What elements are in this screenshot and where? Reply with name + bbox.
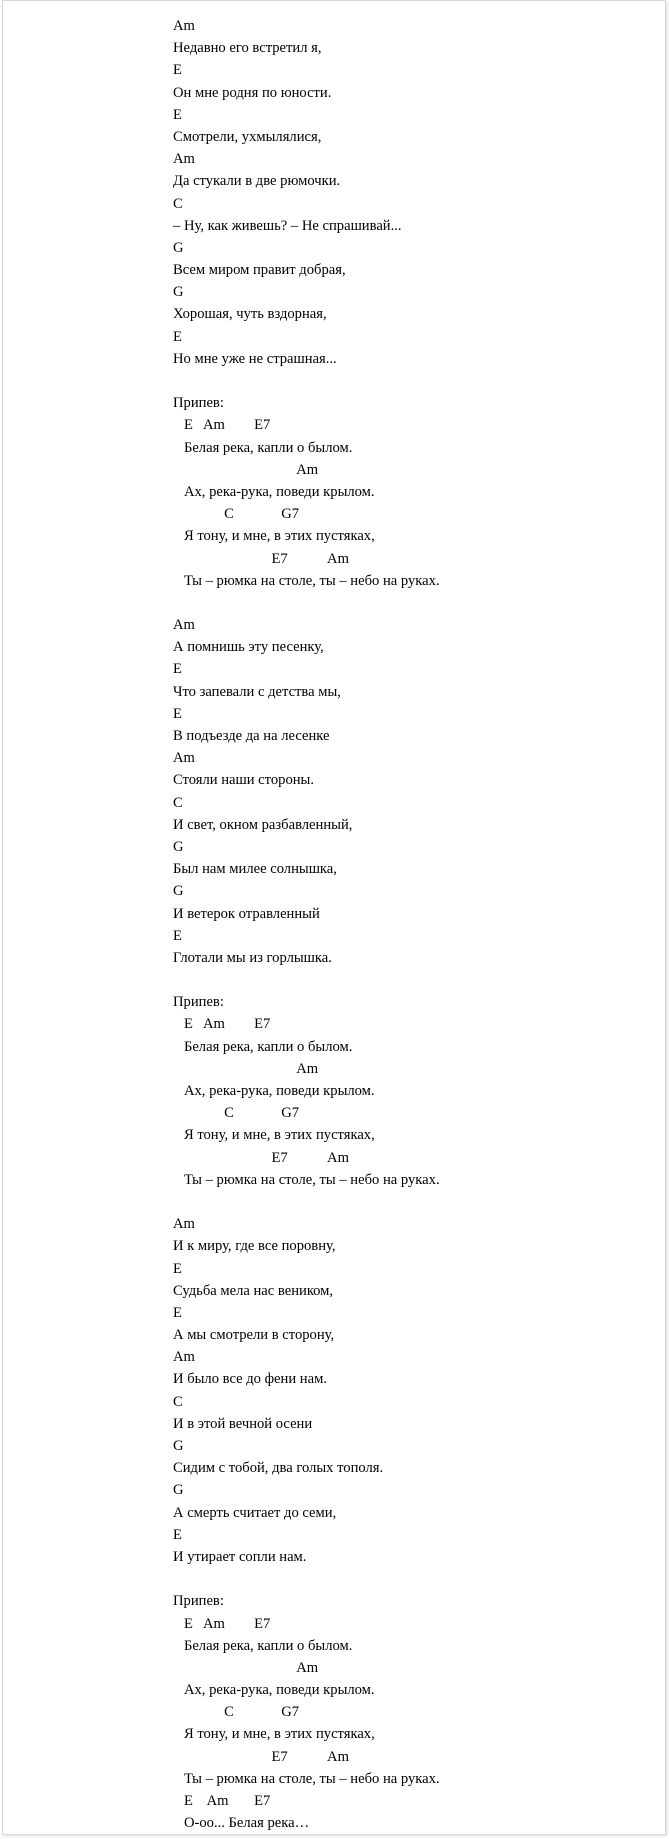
lyric-line: Но мне уже не страшная... — [173, 350, 337, 367]
chord-line: C — [173, 794, 183, 811]
chorus-label: Припев: — [173, 994, 224, 1011]
lyric-line: И к миру, где все поровну, — [173, 1238, 336, 1255]
lyric-line: Ты – рюмка на столе, ты – небо на руках. — [173, 572, 440, 589]
chord-line: G — [173, 239, 184, 256]
lyric-line: Белая река, капли о былом. — [173, 1637, 353, 1654]
lyric-line: О-оо... Белая река… — [173, 1815, 310, 1832]
lyric-line: Стояли наши стороны. — [173, 772, 314, 789]
lyric-line: И утирает сопли нам. — [173, 1548, 307, 1565]
lyric-line: Ты – рюмка на столе, ты – небо на руках. — [173, 1770, 440, 1787]
lyric-line: Хорошая, чуть вздорная, — [173, 306, 327, 323]
chord-line: E — [173, 1526, 182, 1543]
chord-line: E7 Am — [173, 550, 349, 567]
chord-line: Am — [173, 1060, 319, 1077]
chord-line: C — [173, 195, 183, 212]
blank-line — [173, 1191, 440, 1213]
chord-line: Am — [173, 18, 195, 34]
chord-line: Am — [173, 750, 195, 767]
blank-line — [173, 969, 440, 991]
lyric-line: Я тону, и мне, в этих пустяках, — [173, 1726, 375, 1743]
lyric-line: Глотали мы из горлышка. — [173, 949, 332, 966]
chord-line: E7 Am — [173, 1149, 349, 1166]
lyric-line: А мы смотрели в сторону, — [173, 1327, 335, 1344]
lyric-line: И свет, окном разбавленный, — [173, 816, 353, 833]
lyric-line: Ах, река-рука, поведи крылом. — [173, 1682, 375, 1699]
lyric-line: Я тону, и мне, в этих пустяках, — [173, 528, 375, 545]
lyric-line: И в этой вечной осени — [173, 1415, 313, 1432]
chord-line: E Am E7 — [173, 1016, 271, 1033]
lyric-line: – Ну, как живешь? – Не спрашивай... — [173, 217, 402, 234]
chord-line: C G7 — [173, 1704, 300, 1721]
chord-line: G — [173, 1438, 184, 1454]
chord-line: Am — [173, 1659, 319, 1676]
lyric-line: Сидим с тобой, два голых тополя. — [173, 1460, 384, 1477]
chord-line: Am — [173, 1216, 195, 1233]
lyric-line: Что запевали с детства мы, — [173, 683, 341, 700]
lyric-line: Ах, река-рука, поведи крылом. — [173, 483, 375, 500]
chord-line: E Am E7 — [173, 417, 271, 434]
lyric-line: Ах, река-рука, поведи крылом. — [173, 1083, 375, 1099]
lyric-line: Он мне родня по юности. — [173, 84, 332, 101]
chord-line: E — [173, 927, 182, 944]
lyric-line: Всем миром правит добрая, — [173, 262, 346, 279]
song-text — [173, 15, 440, 1834]
chord-line: Am — [173, 1349, 195, 1366]
blank-line — [173, 370, 440, 392]
chord-line: Am — [173, 461, 319, 478]
chord-line: E — [173, 106, 182, 123]
lyric-line: Я тону, и мне, в этих пустяках, — [173, 1127, 375, 1144]
lyric-line: И ветерок отравленный — [173, 905, 320, 922]
chord-line: C G7 — [173, 506, 300, 523]
blank-line — [173, 1568, 440, 1590]
chord-line: Am — [173, 617, 195, 634]
chorus-label: Припев: — [173, 395, 224, 412]
chord-line: E Am E7 — [173, 1793, 271, 1809]
document-frame — [2, 0, 666, 1835]
lyric-line: Судьба мела нас веником, — [173, 1282, 334, 1299]
chord-line: G — [173, 284, 184, 301]
chord-line: E — [173, 1304, 182, 1321]
chord-line: E Am E7 — [173, 1615, 271, 1632]
chord-line: G — [173, 838, 184, 855]
blank-line — [173, 592, 440, 614]
lyric-line: В подъезде да на лесенке — [173, 728, 330, 744]
chord-line: E — [173, 661, 182, 678]
lyric-line: Был нам милее солнышка, — [173, 861, 337, 878]
lyric-line: А помнишь эту песенку, — [173, 639, 324, 656]
lyric-line: Белая река, капли о былом. — [173, 1038, 353, 1055]
chorus-label: Припев: — [173, 1593, 224, 1610]
lyric-line: Ты – рюмка на столе, ты – небо на руках. — [173, 1171, 440, 1188]
chord-line: E — [173, 1260, 182, 1277]
chord-line: E — [173, 705, 182, 722]
lyric-line: Недавно его встретил я, — [173, 40, 322, 57]
lyric-line: Белая река, капли о былом. — [173, 439, 353, 456]
chord-line: C — [173, 1393, 183, 1410]
chord-line: E — [173, 62, 182, 79]
lyric-line: Да стукали в две рюмочки. — [173, 173, 341, 190]
chord-line: C G7 — [173, 1105, 300, 1122]
chord-line: E — [173, 328, 182, 345]
chord-line: G — [173, 883, 184, 900]
lyric-line: Смотрели, ухмылялися, — [173, 128, 322, 145]
chord-line: Am — [173, 151, 195, 168]
chord-line: E7 Am — [173, 1748, 349, 1765]
lyric-line: И было все до фени нам. — [173, 1371, 327, 1388]
lyric-line: А смерть считает до семи, — [173, 1504, 337, 1521]
chord-line: G — [173, 1482, 184, 1499]
